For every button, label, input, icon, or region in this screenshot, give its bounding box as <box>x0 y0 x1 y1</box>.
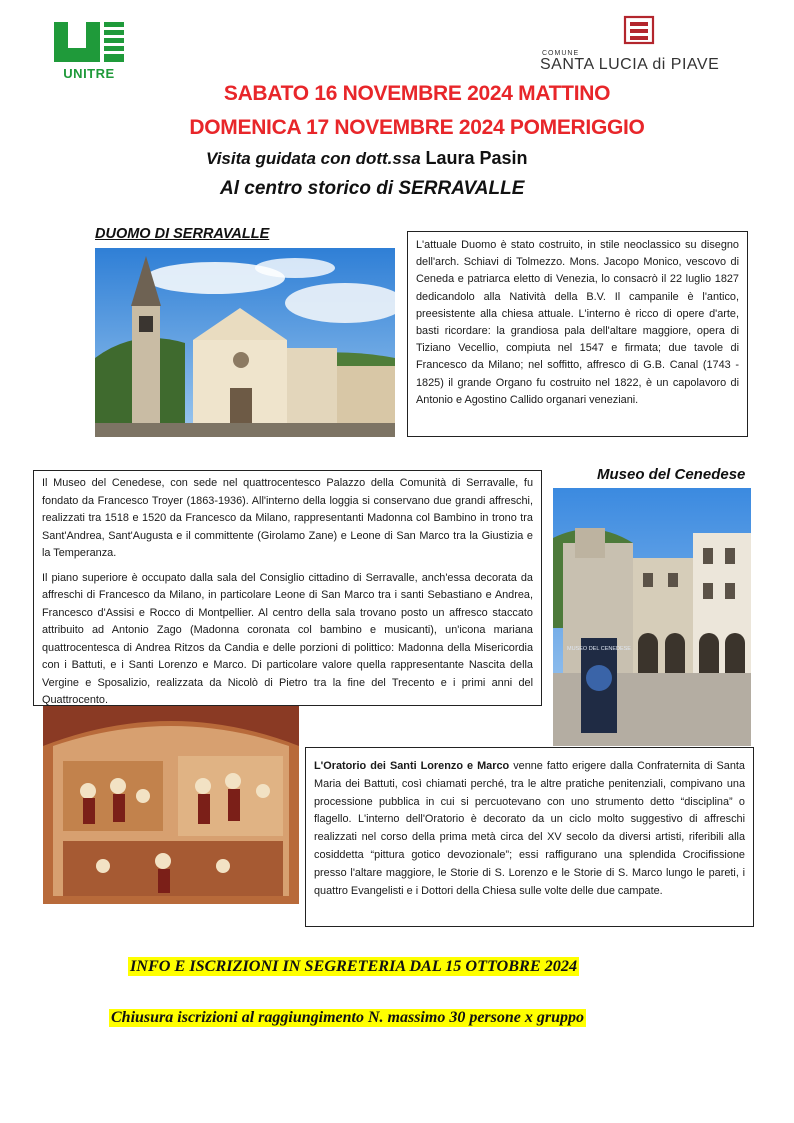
location-line: Al centro storico di SERRAVALLE <box>220 178 525 199</box>
guide-name: Laura Pasin <box>425 148 528 168</box>
town-crest-icon <box>622 15 656 45</box>
unitre-mark-icon <box>52 20 126 64</box>
museo-description-2: Il piano superiore è occupato dalla sala del Consiglio cittadino di Serravalle, anch'essa decorata da affreschi di Francesco da Milano, in particolare Leone di San Marco tra i santi Sebastiano e Andrea, Francesco d'Assisi e Rocco di Montpellier. Al centro della sala trovano posto un affresco staccato attribuito ad Antonio Zago (Madonna coronata col bambino e musicanti), un'icona mariana quattrocentesca di Andrea Ritzos da Candia e delle porzioni di polittico: Madonna della Misericordia con i Battuti, e i Santi Lorenzo e Marco. Di particolare valore quella rappresentante Nascita della Vergine e Sposalizio, realizzata da Nicolò di Pietro tra la fine del Trecento e i primi anni del Quattrocento. <box>42 571 533 706</box>
unitre-wordmark: UNITRE <box>63 66 115 81</box>
duomo-description: L'attuale Duomo è stato costruito, in stile neoclassico su disegno dell'arch. Schiavi di Tolmezzo. Mons. Jacopo Monico, vescovo di Ceneda e patriarca eletto di Venezia, lo consacrò il 22 luglio 1827 dedicandolo alla Natività della B.V. Il campanile è l'antico, preesistente alla chiesa attuale. L'interno è ricco di opere d'arte, basti ricordare: la grandiosa pala dell'altare maggiore, opera di Tiziano Vecellio, compiuta nel 1547 e firmata; due tavole di Francesco da Milano; nel soffitto, affresco di G.B. Canal (1743 - 1825) il grande Organo fu costruito nel 1822, è un capolavoro di Antonio e Agostino Callido organari veneziani. <box>416 239 739 406</box>
oratorio-fresco-photo <box>43 706 299 904</box>
duomo-photo <box>95 248 395 437</box>
guide-line <box>206 148 528 169</box>
guide-prefix: Visita guidata con dott.ssa <box>206 149 426 168</box>
oratorio-text: venne fatto erigere dalla Confraternita di Santa Maria dei Battuti, così chiamati perché, tra le altre pratiche penitenziali, compivano una processione pubblica in cui si percuotevano con uno strumento detto “disciplina” o flagello. L'interno dell'Oratorio è decorato da un ciclo molto suggestivo di affreschi realizzati nel corso della prima metà circa del XV secolo da diversi artisti, riferibili alla cosiddetta “pittura gotico devozionale”; essi raffigurano una splendida Crocifissione presso l'altare maggiore, le Storie di S. Lorenzo e le Storie di S. Marco lungo le pareti, i quattro Evangelisti e i Dottori della Chiesa sulle volte delle due campate. <box>314 760 745 897</box>
comune-name: SANTA LUCIA di PIAVE <box>540 56 720 73</box>
oratorio-description <box>314 758 745 900</box>
event-date-sunday: DOMENICA 17 NOVEMBRE 2024 POMERIGGIO <box>189 116 645 139</box>
registration-closing-note: Chiusura iscrizioni al raggiungimento N. massimo 30 persone x gruppo <box>111 1009 584 1026</box>
info-registration: INFO E ISCRIZIONI IN SEGRETERIA DAL 15 OTTOBRE 2024 <box>130 957 578 975</box>
event-date-saturday: SABATO 16 NOVEMBRE 2024 MATTINO <box>223 82 611 105</box>
museo-description-box <box>33 470 542 706</box>
unitre-logo <box>52 20 132 82</box>
comune-logo <box>540 15 750 73</box>
museo-description-1: Il Museo del Cenedese, con sede nel quattrocentesco Palazzo della Comunità di Serravalle, fu fondato da Francesco Troyer (1863-1936). All'interno della loggia si conservano due grandi affreschi, realizzati tra 1518 e 1520 da Francesco da Milano, rappresentanti Madonna col Bambino in trono tra Sant'Andrea, Sant'Augusta e il committente (Girolamo Zane) e Leone di San Marco tra la Giustizia e la Temperanza. <box>42 477 533 559</box>
museo-photo <box>553 488 751 746</box>
oratorio-description-box <box>305 747 754 927</box>
museo-sign-text: MUSEO DEL CENEDESE <box>567 646 631 652</box>
oratorio-title: L'Oratorio dei Santi Lorenzo e Marco <box>314 760 510 772</box>
museo-caption: Museo del Cenedese <box>597 466 746 483</box>
duomo-description-box <box>407 231 748 437</box>
duomo-caption: DUOMO DI SERRAVALLE <box>95 226 270 242</box>
comune-label: COMUNE <box>542 50 580 57</box>
